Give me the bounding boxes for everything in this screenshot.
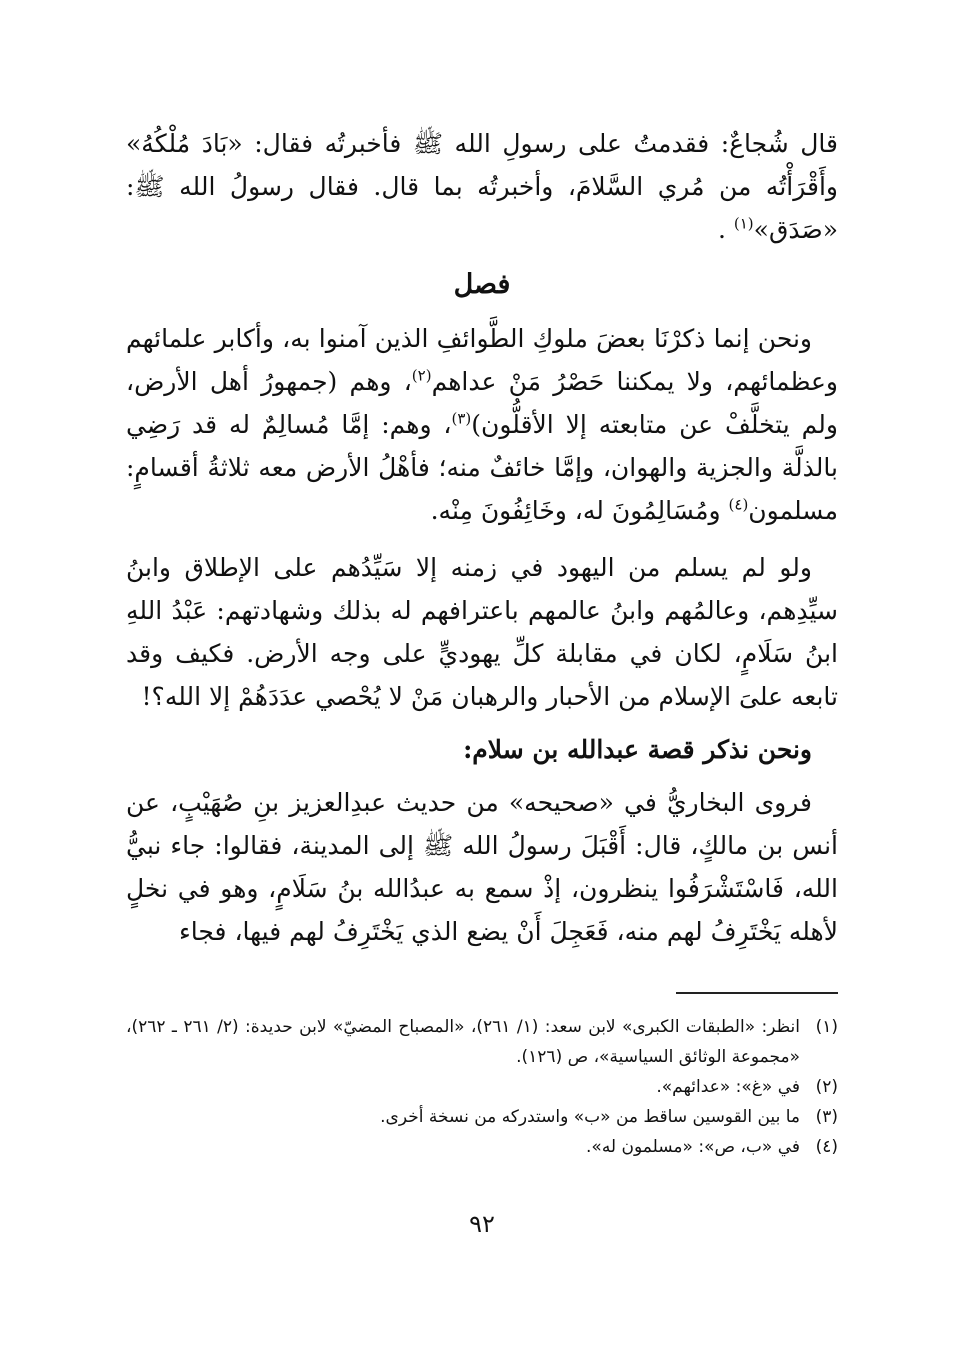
page-body — [126, 122, 838, 953]
paragraph-1-text: قال شُجاعٌ: فقدمتُ على رسولِ الله ﷺ فأخبرتُه فقال: «بَادَ مُلْكُهُ» وأَقْرَأْتُه من مُري السَّلامَ، وأخبرتُه بما قال. فقال رسولُ الله ﷺ: «صَدَق» — [126, 129, 839, 244]
footnote-text: ما بين القوسين ساقط من «ب» واستدركه من نسخة أخرى. — [380, 1107, 800, 1127]
footnote-number: (١) — [815, 1017, 838, 1037]
footnote-number: (٢) — [815, 1077, 838, 1097]
paragraph-2-part1: ونحن إنما ذكرْنَا بعضَ ملوكِ الطَّوائفِ الذين آمنوا به، وأكابر علمائهم وعظمائهم، ولا يمكننا حَصْرُ مَنْ عداهم — [126, 324, 838, 396]
paragraph-2-part3: ، وهم: إمَّا مُسالِمٌ له قد رَضِي بالذلَّة والجزية والهوان، وإمَّا خائفٌ منه؛ فأهْلُ الأرض معه ثلاثةُ أقسامٍ: مسلمون — [126, 410, 838, 525]
footnote-ref-2[interactable]: (٢) — [411, 366, 432, 385]
footnote-ref-3[interactable]: (٣) — [451, 409, 472, 428]
section-title: فصل — [453, 269, 511, 300]
footnote-3 — [126, 1102, 838, 1132]
paragraph-2 — [126, 317, 838, 532]
paragraph-2-part2: ، وهم (جمهورُ أهل الأرض، ولم يتخلَّفْ عن متابعته إلا الأقلُّون) — [126, 367, 838, 439]
footnote-number: (٣) — [815, 1107, 838, 1127]
footnote-1 — [126, 1012, 838, 1072]
footnote-2 — [126, 1072, 838, 1102]
footnote-text: انظر: «الطبقات الكبرى» لابن سعد: (١/ ٢٦١)، «المصباح المضيّ» لابن حديدة: (٢/ ٢٦١ ـ ٢٦٢)، «مجموعة الوثائق السياسية»، ص (١٢٦). — [126, 1017, 801, 1067]
page-number: ٩٢ — [469, 1210, 495, 1238]
footnote-text: في «غ»: «عدائهم». — [656, 1077, 800, 1097]
footnote-number: (٤) — [815, 1137, 838, 1157]
paragraph-4: فروى البخاريُّ في «صحيحه» من حديث عبدِالعزيز بنِ صُهَيْبٍ، عن أنس بن مالكٍ، قال: أَقْبَلَ رسولُ الله ﷺ إلى المدينة، فقالوا: جاء نبيُّ الله، فَاسْتَشْرَفُوا ينظرون، إذْ سمع به عبدُالله بنُ سَلَامٍ، وهو في نخلٍ لأهله يَخْتَرِفُ لهم منه، فَعَجِلَ أَنْ يضع الذي يَخْتَرِفُ لهم فيها، فجاء — [126, 788, 838, 946]
paragraph-2-part4: ومُسَالِمُونَ له، وخَائِفُونَ مِنْه. — [430, 496, 729, 525]
paragraph-1 — [126, 122, 838, 251]
footnote-ref-1[interactable]: (١) — [733, 214, 754, 233]
footnote-divider — [676, 992, 838, 994]
footnote-4 — [126, 1132, 838, 1162]
subheading-story: ونحن نذكر قصة عبدالله بن سلام: — [463, 735, 812, 764]
paragraph-3: ولو لم يسلم من اليهود في زمنه إلا سَيِّدُهم على الإطلاق وابنُ سيِّدِهم، وعالمُهم وابنُ عالمهم باعترافهم له بذلك وشهادتهم: عَبْدُ اللهِ ابنُ سَلَامٍ، لكان في مقابلة كلِّ يهوديٍّ على وجه الأرض. فكيف وقد تابعه علىَ الإسلام من الأحبار والرهبان مَنْ لا يُحْصي عدَدَهُمْ إلا الله؟! — [126, 553, 838, 711]
spacer — [126, 532, 838, 546]
paragraph-1-end: . — [717, 215, 726, 244]
footnotes — [126, 1012, 838, 1162]
footnote-ref-4[interactable]: (٤) — [728, 495, 749, 514]
footnote-text: في «ب، ص»: «مسلمون له». — [586, 1137, 800, 1157]
